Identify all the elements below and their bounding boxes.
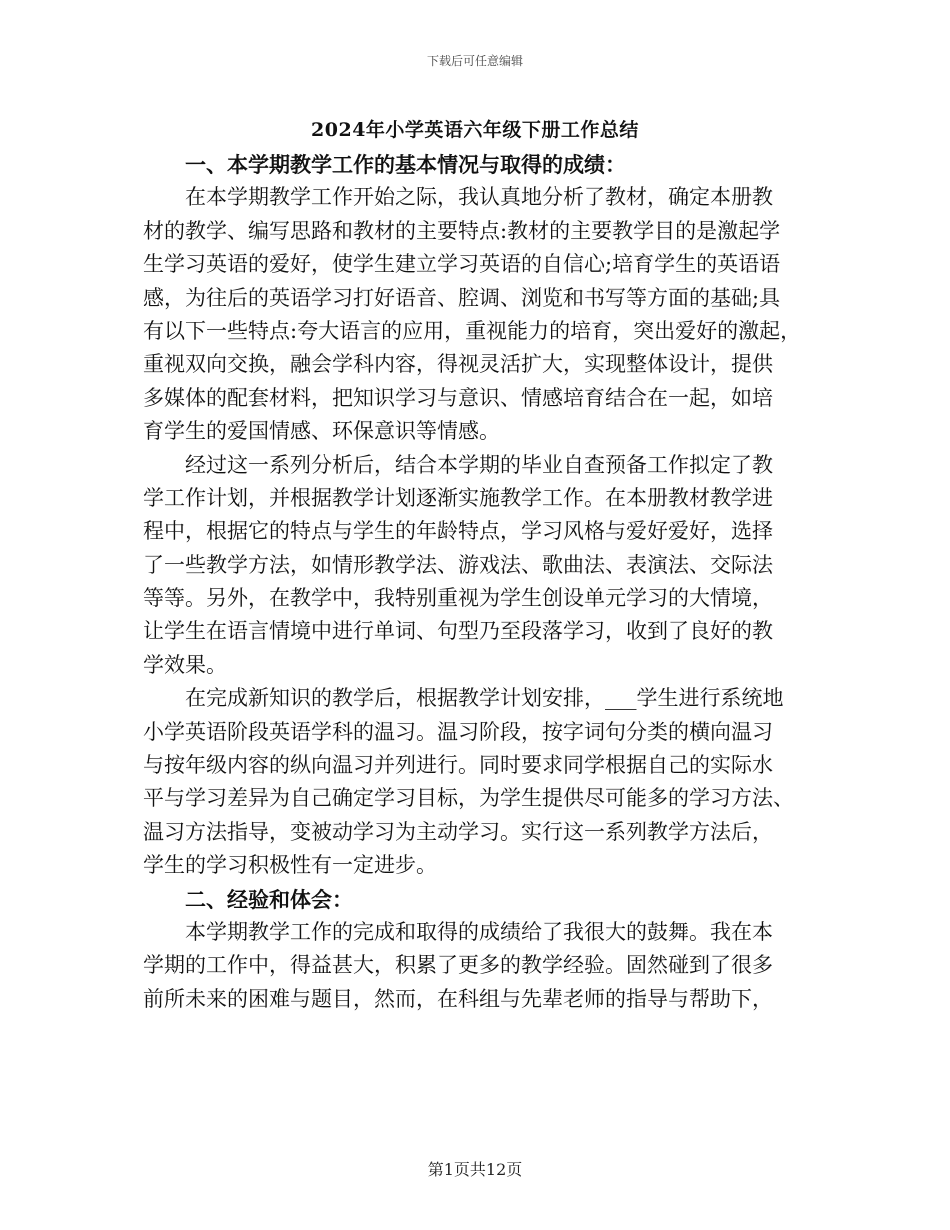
text-line: 育学生的爱国情感、环保意识等情感。 (143, 419, 500, 444)
page-header-note: 下载后可任意编辑 (426, 54, 523, 68)
text-line: 在本学期教学工作开始之际，我认真地分析了教材，确定本册教 (185, 185, 773, 210)
text-line: 程中，根据它的特点与学生的年龄特点，学习风格与爱好爱好，选择 (143, 519, 773, 544)
text-line: 学工作计划，并根据教学计划逐渐实施教学工作。在本册教材教学进 (143, 485, 773, 510)
text-line: 学生的学习积极性有一定进步。 (143, 853, 437, 878)
text-line: 重视双向交换，融会学科内容，得视灵活扩大，实现整体设计，提供 (143, 352, 773, 377)
text-line: 平与学习差异为自己确定学习目标，为学生提供尽可能多的学习方法、 (143, 786, 794, 811)
document-title: 2024年小学英语六年级下册工作总结 (311, 119, 639, 141)
text-line: 等等。另外，在教学中，我特别重视为学生创设单元学习的大情境， (143, 586, 773, 611)
section-heading: 一、本学期教学工作的基本情况与取得的成绩： (185, 152, 626, 177)
text-line: 与按年级内容的纵向温习并列进行。同时要求同学根据自己的实际水 (143, 753, 773, 778)
text-line: 生学习英语的爱好，使学生建立学习英语的自信心;培育学生的英语语 (143, 252, 781, 277)
text-line: 经过这一系列分析后，结合本学期的毕业自查预备工作拟定了教 (185, 452, 773, 477)
document-body (143, 148, 815, 1016)
text-line: 本学期教学工作的完成和取得的成绩给了我很大的鼓舞。我在本 (185, 919, 773, 944)
text-line: 材的教学、编写思路和教材的主要特点:教材的主要教学目的是激起学 (143, 218, 781, 243)
page-number: 第1页共12页 (427, 1160, 523, 1179)
text-line: 了一些教学方法，如情形教学法、游戏法、歌曲法、表演法、交际法 (143, 552, 773, 577)
text-line: 让学生在语言情境中进行单词、句型乃至段落学习，收到了良好的教 (143, 619, 773, 644)
text-line: 小学英语阶段英语学科的温习。温习阶段，按字词句分类的横向温习 (143, 719, 773, 744)
text-line: 温习方法指导，变被动学习为主动学习。实行这一系列教学方法后， (143, 819, 773, 844)
text-line: 学效果。 (143, 652, 227, 677)
text-line: 在完成新知识的教学后，根据教学计划安排，___学生进行系统地 (185, 686, 784, 711)
section-heading: 二、经验和体会： (185, 886, 353, 912)
text-line: 感，为往后的英语学习打好语音、腔调、浏览和书写等方面的基础;具 (143, 285, 781, 310)
text-line: 有以下一些特点:夸大语言的应用，重视能力的培育，突出爱好的激起， (143, 318, 802, 343)
text-line: 多媒体的配套材料，把知识学习与意识、情感培育结合在一起，如培 (143, 385, 773, 410)
text-line: 学期的工作中，得益甚大，积累了更多的教学经验。固然碰到了很多 (143, 953, 773, 978)
text-line: 前所未来的困难与题目，然而，在科组与先辈老师的指导与帮助下， (143, 986, 773, 1011)
